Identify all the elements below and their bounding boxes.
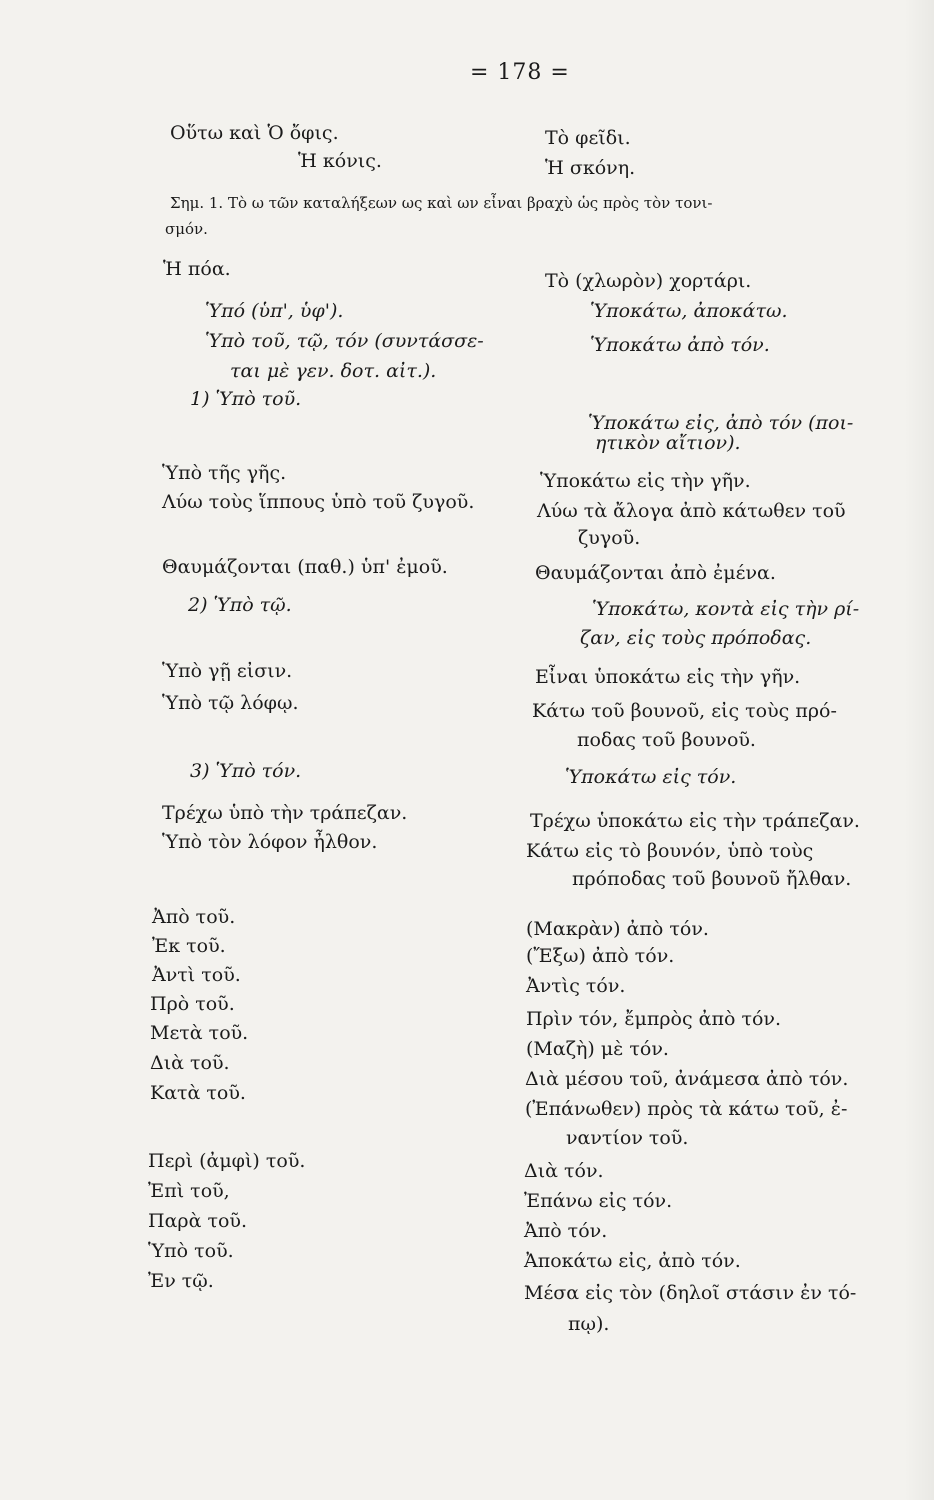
text-line: Ὑπὸ τὸν λόφον ἦλθον. (162, 831, 378, 853)
text-line: Ὑποκάτω εἰς τὴν γῆν. (540, 470, 751, 492)
text-line: (Μακρὰν) ἀπὸ τόν. (526, 918, 709, 940)
text-line: Θαυμάζονται (παθ.) ὑπ' ἐμοῦ. (162, 556, 448, 578)
text-line: Διὰ μέσου τοῦ, ἀνάμεσα ἀπὸ τόν. (525, 1068, 849, 1090)
page-number: = 178 = (470, 60, 570, 85)
section-heading: 2) Ὑπὸ τῷ. (188, 594, 292, 616)
text-line: Ὑπὸ τῆς γῆς. (162, 462, 287, 484)
text-line: Εἶναι ὑποκάτω εἰς τὴν γῆν. (535, 666, 801, 688)
section-heading: Ὑπὸ τοῦ, τῷ, τόν (συντάσσε- (205, 330, 484, 352)
section-heading: Ὑποκάτω, κοντὰ εἰς τὴν ρί- (592, 598, 860, 620)
text-line: Παρὰ τοῦ. (148, 1210, 247, 1232)
note-line: Σημ. 1. Τὸ ω τῶν καταλήξεων ως καὶ ων εἶναι βραχὺ ὡς πρὸς τὸν τονι- (170, 194, 713, 212)
text-line: Λύω τοὺς ἵππους ὑπὸ τοῦ ζυγοῦ. (162, 491, 475, 513)
text-line: Λύω τὰ ἄλογα ἀπὸ κάτωθεν τοῦ (537, 500, 846, 522)
text-line: Ἡ σκόνη. (545, 157, 636, 179)
text-line: Τὸ (χλωρὸν) χορτάρι. (545, 270, 752, 292)
text-line: Ὑπὸ γῇ εἰσιν. (162, 660, 293, 682)
text-line: Κατὰ τοῦ. (150, 1082, 246, 1104)
text-line: Κάτω εἰς τὸ βουνόν, ὑπὸ τοὺς (526, 840, 814, 862)
section-heading: Ὑποκάτω ἀπὸ τόν. (590, 334, 770, 356)
section-heading: Ὑποκάτω, ἀποκάτω. (590, 300, 788, 322)
text-line: ποδας τοῦ βουνοῦ. (577, 729, 756, 751)
section-heading: Ὑπό (ὑπ', ὑφ'). (205, 300, 344, 322)
section-heading: ζαν, εἰς τοὺς πρόποδας. (580, 627, 812, 649)
text-line: Μετὰ τοῦ. (150, 1022, 249, 1044)
note-line: σμόν. (165, 220, 208, 238)
text-line: Τρέχω ὑποκάτω εἰς τὴν τράπεζαν. (530, 810, 860, 832)
text-line: Ὑπὸ τῷ λόφῳ. (162, 692, 299, 714)
text-line: Ἀπὸ τόν. (524, 1220, 608, 1242)
text-line: ναντίον τοῦ. (566, 1127, 689, 1149)
text-line: ζυγοῦ. (578, 527, 641, 549)
text-line: Κάτω τοῦ βουνοῦ, εἰς τοὺς πρό- (532, 700, 837, 722)
text-line: Διὰ τοῦ. (150, 1052, 230, 1074)
text-line: Ἡ πόα. (163, 258, 231, 280)
section-heading: 1) Ὑπὸ τοῦ. (190, 388, 302, 410)
text-line: πρόποδας τοῦ βουνοῦ ἤλθαν. (572, 868, 852, 890)
text-line: Ὑπὸ τοῦ. (148, 1240, 234, 1262)
section-heading: ται μὲ γεν. δοτ. αἰτ.). (230, 360, 437, 382)
text-line: Ἐν τῷ. (148, 1270, 214, 1292)
text-line: Ἐκ τοῦ. (152, 935, 226, 957)
text-line: Ἐπάνω εἰς τόν. (524, 1190, 673, 1212)
text-line: Περὶ (ἀμφὶ) τοῦ. (148, 1150, 306, 1172)
text-line: Ἀντὶ τοῦ. (152, 964, 241, 986)
section-heading: ητικὸν αἴτιον). (595, 432, 741, 454)
section-heading: 3) Ὑπὸ τόν. (190, 760, 302, 782)
text-line: Τρέχω ὑπὸ τὴν τράπεζαν. (162, 802, 408, 824)
section-heading: Ὑποκάτω εἰς τόν. (565, 766, 737, 788)
text-line: Ἐπὶ τοῦ, (148, 1180, 230, 1202)
text-line: Οὕτω καὶ Ὁ ὄφις. (170, 122, 339, 144)
page-edge-shadow (904, 0, 934, 1500)
text-line: Θαυμάζονται ἀπὸ ἐμένα. (535, 562, 776, 584)
text-line: Πρὶν τόν, ἔμπρὸς ἀπὸ τόν. (526, 1008, 782, 1030)
text-line: (Ἔξω) ἀπὸ τόν. (526, 945, 675, 967)
text-line: Πρὸ τοῦ. (150, 993, 235, 1015)
text-line: Διὰ τόν. (524, 1160, 604, 1182)
text-line: πῳ). (568, 1313, 610, 1335)
text-line: (Μαζὴ) μὲ τόν. (526, 1038, 669, 1060)
text-line: Ἀπὸ τοῦ. (152, 906, 236, 928)
text-line: (Ἐπάνωθεν) πρὸς τὰ κάτω τοῦ, ἐ- (525, 1098, 848, 1120)
text-line: Τὸ φεῖδι. (545, 127, 631, 149)
text-line: Ἀντὶς τόν. (526, 975, 626, 997)
text-line: Ἀποκάτω εἰς, ἀπὸ τόν. (524, 1250, 741, 1272)
text-line: Μέσα εἰς τὸν (δηλοῖ στάσιν ἐν τό- (524, 1282, 857, 1304)
section-heading: Ὑποκάτω εἰς, ἀπὸ τόν (ποι- (588, 412, 854, 434)
text-line: Ἡ κόνις. (298, 150, 382, 172)
